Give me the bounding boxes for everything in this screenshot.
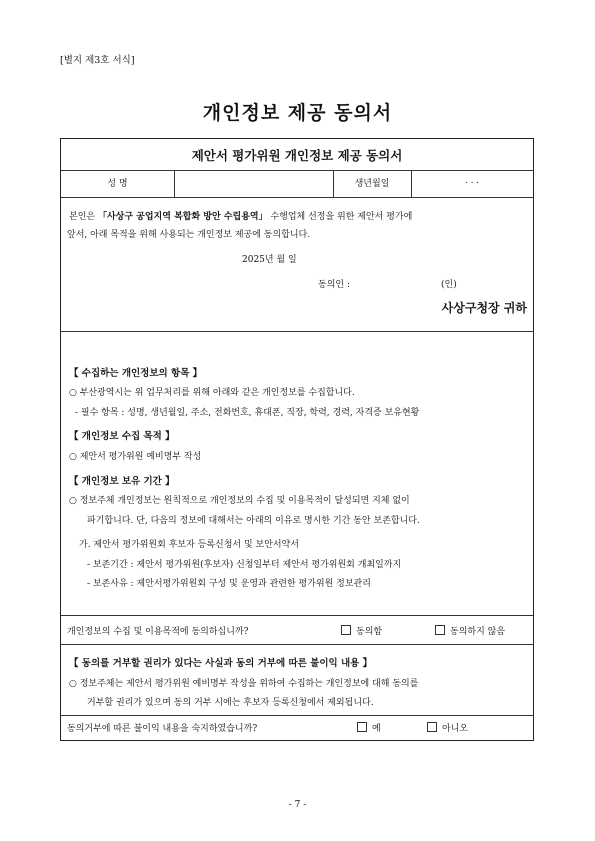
consent-suffix: 수행업체 선정을 위한 제안서 평가에 (267, 212, 413, 222)
section-refusal-title: 【 동의를 거부할 권리가 있다는 사실과 동의 거부에 따른 불이익 내용 】 (69, 658, 373, 669)
collection-consent-question: 개인정보의 수집 및 이용목적에 동의하십니까? (67, 627, 249, 637)
yes-option[interactable] (357, 721, 381, 734)
refusal-line1: ○ 정보주체는 제안서 평가위원 예비명부 작성을 위하여 수집하는 개인정보에 대해 동의를 (69, 679, 419, 689)
retention-line3: 가. 제안서 평가위원회 후보자 등록신청서 및 보안서약서 (79, 540, 299, 550)
agree-checkbox[interactable] (341, 625, 351, 635)
consent-prefix: 본인은 (69, 212, 98, 222)
retention-line4: - 보존기간 : 제안서 평가위원(후보자) 신청일부터 제안서 평가위원회 개최일까지 (87, 560, 402, 570)
disagree-label: 동의하지 않음 (450, 627, 506, 637)
refusal-acknowledgement-question: 동의거부에 따른 불이익 내용을 숙지하였습니까? (67, 724, 258, 734)
project-name: 「사상구 공업지역 복합화 방안 수립용역」 (97, 212, 268, 222)
consent-date: 2025년 월 일 (242, 255, 297, 265)
disagree-checkbox[interactable] (435, 625, 445, 635)
retention-line2: 파기합니다. 단, 다음의 정보에 대해서는 아래의 이유로 명시한 기간 동안 보존합니다. (87, 516, 420, 526)
collected-items-line1: ○ 부산광역시는 위 업무처리를 위해 아래와 같은 개인정보를 수집합니다. (69, 388, 355, 398)
refusal-line2: 거부할 권리가 있으며 동의 거부 시에는 후보자 등록신청에서 제외됩니다. (87, 698, 374, 708)
name-label: 성 명 (107, 179, 128, 189)
recipient: 사상구청장 귀하 (441, 301, 527, 315)
disagree-option[interactable] (435, 624, 505, 637)
seal-mark: (인) (441, 280, 457, 290)
form-box-title: 제안서 평가위원 개인정보 제공 동의서 (191, 148, 403, 163)
birthdate-label: 생년월일 (354, 179, 390, 189)
page-number: - 7 - (288, 800, 307, 810)
consent-statement-line2: 앞서, 아래 목적을 위해 사용되는 개인정보 제공에 동의합니다. (67, 230, 311, 240)
yes-label: 예 (372, 724, 381, 734)
form-number: [별지 제3호 서식] (60, 55, 135, 66)
section-purpose-title: 【 개인정보 수집 목적 】 (69, 431, 175, 442)
agree-label: 동의함 (356, 627, 383, 637)
consent-statement-line1 (69, 209, 412, 222)
retention-line5: - 보존사유 : 제안서평가위원회 구성 및 운영과 관련한 평가위원 정보관리 (87, 579, 371, 589)
no-option[interactable] (427, 721, 468, 734)
no-label: 아니오 (442, 724, 469, 734)
consent-form (60, 138, 534, 741)
collected-items-line2: - 필수 항목 : 성명, 생년월일, 주소, 전화번호, 휴대폰, 직장, 학력, 경력, 자격증 보유현황 (75, 408, 420, 418)
agree-option[interactable] (341, 624, 382, 637)
yes-checkbox[interactable] (357, 722, 367, 732)
retention-line1: ○ 정보주체 개인정보는 원칙적으로 개인정보의 수집 및 이용목적이 달성되면 지체 없이 (69, 496, 410, 506)
signer-label: 동의인 : (318, 280, 350, 290)
birthdate-field[interactable]: . . . (464, 176, 480, 186)
no-checkbox[interactable] (427, 722, 437, 732)
purpose-line1: ○ 제안서 평가위원 예비명부 작성 (69, 452, 202, 462)
section-collected-items-title: 【 수집하는 개인정보의 항목 】 (69, 368, 203, 379)
section-retention-title: 【 개인정보 보유 기간 】 (69, 476, 175, 487)
page-title: 개인정보 제공 동의서 (202, 102, 393, 124)
